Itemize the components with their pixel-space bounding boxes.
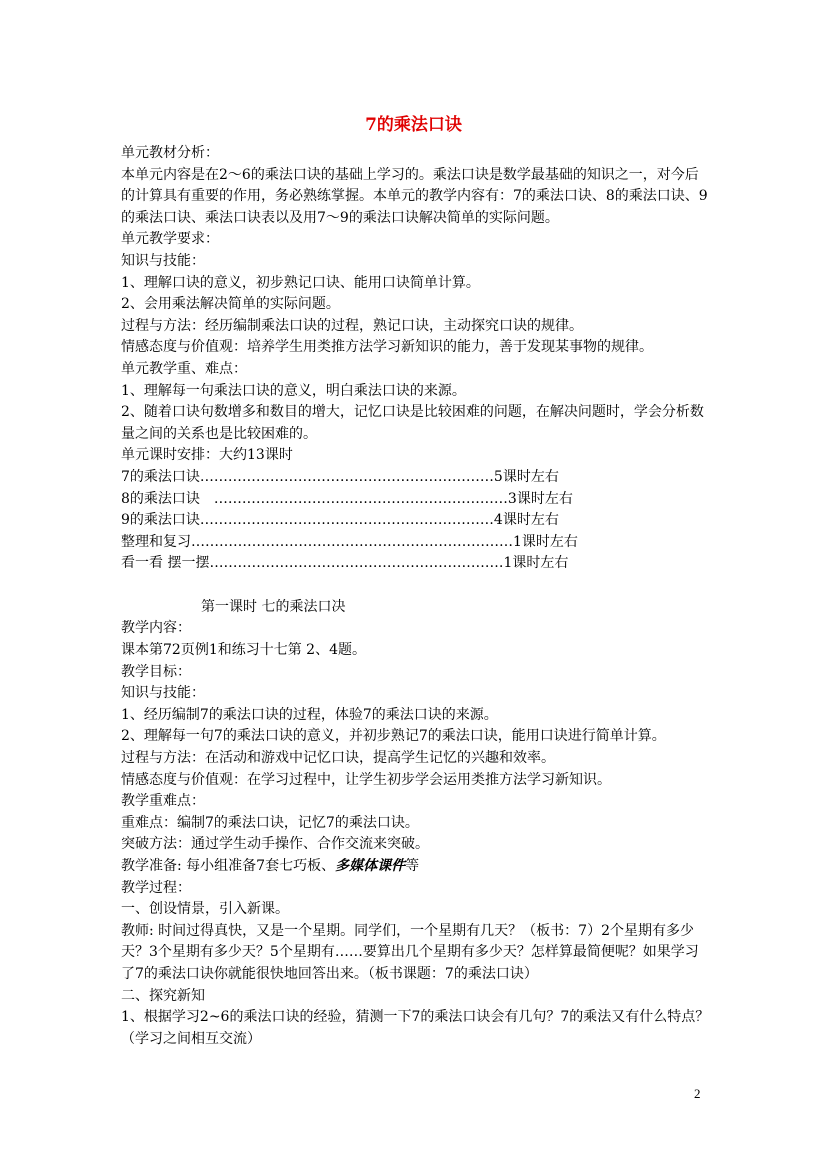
page-title: 7的乘法口诀 <box>365 115 462 135</box>
lesson-heading: 第一课时 七的乘法口决 <box>201 598 346 615</box>
prep-text: 教学准备: 每小组准备7套七巧板、 <box>121 858 336 874</box>
text-line: 教学过程： <box>121 879 191 896</box>
text-line: 2、理解每一句7的乘法口诀的意义，并初步熟记7的乘法口诀，能用口诀进行简单计算。 <box>121 728 666 745</box>
multimedia-emphasis: 多媒体课件 <box>335 858 406 874</box>
text-line: 过程与方法：在活动和游戏中记忆口诀，提高学生记忆的兴趣和效率。 <box>121 750 555 767</box>
text-line: 单元教学要求： <box>121 231 219 248</box>
schedule-line: 7的乘法口诀………………………………………………………5课时左右 <box>121 468 559 485</box>
text-line: 情感态度与价值观：培养学生用类推方法学习新知识的能力，善于发现某事物的规律。 <box>121 339 653 356</box>
text-paragraph: 本单元内容是在2～6的乘法口诀的基础上学习的。乘法口诀是数学最基础的知识之一，对今后的计算具有重要的作用，务必熟练掌握。本单元的教学内容有：7的乘法口诀、8的乘法口诀、9的乘法口诀、乘法口诀表以及用7～9的乘法口诀解决简单的实际问题。 <box>121 166 708 226</box>
text-line <box>121 856 711 878</box>
text-line: 知识与技能： <box>121 252 205 269</box>
text-line: 教学重难点： <box>121 793 205 810</box>
text-line: 1、经历编制7的乘法口诀的过程，体验7的乘法口诀的来源。 <box>121 706 498 723</box>
text-paragraph: 教师: 时间过得真快，又是一个星期。同学们，一个星期有几天？（板书：7）2个星期有多少天？3个星期有多少天？5个星期有……要算出几个星期有多少天？怎样算最简便呢？如果学习了7的乘法口诀你就能很快地回答出来。（板书课题：7的乘法口诀） <box>121 922 699 982</box>
page-number: 2 <box>694 1086 701 1101</box>
text-line: 教学内容： <box>121 620 191 637</box>
schedule-line: 8的乘法口诀 ………………………………………………………3课时左右 <box>121 490 573 507</box>
text-line: 单元教材分析： <box>121 145 219 161</box>
document-body <box>121 143 711 1050</box>
text-line: 知识与技能： <box>121 685 205 702</box>
prep-suffix: 等 <box>405 858 420 874</box>
schedule-line: 整理和复习……………………………………………………………1课时左右 <box>121 533 578 550</box>
text-line: 1、理解口诀的意义，初步熟记口诀、能用口诀简单计算。 <box>121 274 480 291</box>
text-line: 过程与方法：经历编制乘法口诀的过程，熟记口诀，主动探究口诀的规律。 <box>121 317 583 334</box>
text-line: 二、探究新知 <box>121 987 205 1004</box>
text-line: 课本第72页例1和练习十七第 2、4题。 <box>121 642 366 659</box>
text-line: 教学目标： <box>121 663 191 680</box>
text-line: 一、创设情景，引入新课。 <box>121 901 289 918</box>
text-line: 情感态度与价值观：在学习过程中，让学生初步学会运用类推方法学习新知识。 <box>121 771 611 788</box>
text-paragraph: 2、随着口诀句数增多和数目的增大，记忆口诀是比较困难的问题，在解决问题时，学会分析数量之间的关系也是比较困难的。 <box>121 404 704 442</box>
text-paragraph: 1、根据学习2~6的乘法口诀的经验，猜测一下7的乘法口诀会有几句？7的乘法又有什么特点？（学习之间相互交流） <box>121 1009 710 1047</box>
text-line: 单元教学重、难点： <box>121 360 247 377</box>
text-line: 2、会用乘法解决简单的实际问题。 <box>121 296 340 313</box>
schedule-line: 9的乘法口诀………………………………………………………4课时左右 <box>121 512 559 529</box>
schedule-line: 看一看 摆一摆………………………………………………………1课时左右 <box>121 555 569 572</box>
text-line: 单元课时安排：大约13课时 <box>121 447 293 464</box>
text-line: 突破方法：通过学生动手操作、合作交流来突破。 <box>121 836 429 853</box>
text-line: 重难点：编制7的乘法口诀，记忆7的乘法口诀。 <box>121 814 419 831</box>
text-line: 1、理解每一句乘法口诀的意义，明白乘法口诀的来源。 <box>121 382 466 399</box>
